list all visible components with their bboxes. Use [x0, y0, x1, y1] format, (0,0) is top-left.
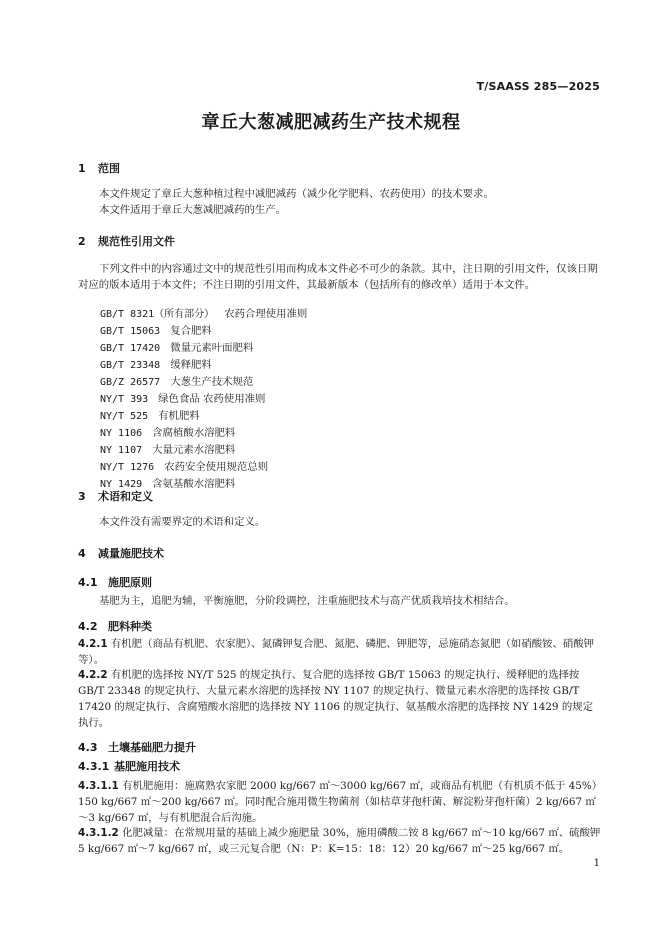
paragraph: 本文件适用于章丘大葱减肥减药的生产。 [99, 204, 287, 216]
reference-item: GB/T 17420 微量元素叶面肥料 [100, 342, 254, 354]
section-number: 4.3 [78, 741, 98, 754]
section-number: 3 [78, 490, 86, 503]
section-2-heading [78, 233, 175, 249]
reference-item: GB/T 15063 复合肥料 [100, 325, 212, 337]
paragraph: 基肥为主，追肥为辅，平衡施肥，分阶段调控，注重施肥技术与高产优质栽培技术相结合。 [99, 595, 515, 607]
paragraph: 本文件规定了章丘大葱种植过程中减肥减药（减少化学肥料、农药使用）的技术要求。 [99, 188, 494, 200]
reference-list [100, 306, 307, 493]
reference-item: NY 1106 含腐植酸水溶肥料 [100, 427, 236, 439]
standard-code: T/SAASS 285—2025 [476, 80, 600, 93]
section-number: 4 [78, 547, 86, 560]
clause-4-3-1-2: 4.3.1.2 化肥减量：在常规用量的基础上减少施肥量 30%，施用磷酸二铵 8 kg/667 ㎡～10 kg/667 ㎡、硫酸钾 5 kg/667 ㎡～7 kg/667 ㎡，或三元复合肥（N：P：K=15：18：12）20 kg/667 ㎡～25 kg/667 ㎡。 [78, 827, 601, 855]
reference-item: NY/T 393 绿色食品 农药使用准则 [100, 393, 266, 405]
reference-item: NY/T 525 有机肥料 [100, 410, 200, 422]
clause-4-2-2: 4.2.2 有机肥的选择按 NY/T 525 的规定执行、复合肥的选择按 GB/T 15063 的规定执行、缓释肥的选择按 GB/T 23348 的规定执行、大量元素水溶肥的选择按 NY 1107 的规定执行、微量元素水溶肥的选择按 GB/T 17420 的规定执行、含腐殖酸水溶肥的选择按 NY 1106 的规定执行、氨基酸水溶肥的选择按 NY 1429 的规定执行。 [78, 669, 594, 729]
section-title: 术语和定义 [98, 490, 153, 503]
clause-4-2-1: 4.2.1 有机肥（商品有机肥、农家肥）、氮磷钾复合肥、氮肥、磷肥、钾肥等，忌施硝态氮肥（如硝酸铵、硝酸钾等）。 [78, 638, 595, 666]
reference-item: GB/Z 26577 大葱生产技术规范 [100, 376, 254, 388]
paragraph: 本文件没有需要界定的术语和定义。 [99, 516, 266, 528]
clause-4-3-1-1: 4.3.1.1 有机肥施用：施腐熟农家肥 2000 kg/667 ㎡～3000 kg/667 ㎡，或商品有机肥（有机质不低于 45%）150 kg/667 ㎡～200 kg/667 ㎡。同时配合施用微生物菌剂（如枯草芽孢杆菌、解淀粉芽孢杆菌）2 kg/667 ㎡～3 kg/667 ㎡，与有机肥混合后沟施。 [78, 780, 597, 824]
section-title: 减量施肥技术 [98, 547, 164, 560]
reference-item: NY 1429 含氨基酸水溶肥料 [100, 478, 236, 490]
section-title: 规范性引用文件 [98, 235, 175, 248]
reference-item: GB/T 8321（所有部分） 农药合理使用准则 [100, 308, 308, 320]
document-title: 章丘大葱减肥减药生产技术规程 [201, 112, 461, 133]
section-4-1-heading [78, 574, 152, 590]
section-number: 4.2 [78, 620, 98, 633]
section-4-heading [78, 545, 164, 561]
section-3-heading [78, 488, 153, 504]
reference-item: GB/T 23348 缓释肥料 [100, 359, 212, 371]
section-1-heading [78, 160, 120, 176]
reference-item: NY 1107 大量元素水溶肥料 [100, 444, 236, 456]
section-title: 范围 [98, 162, 120, 175]
section-4-3-1-heading [78, 758, 180, 774]
section-number: 4.3.1 [78, 760, 110, 773]
section-4-2-heading [78, 618, 152, 634]
section-4-3-heading [78, 739, 196, 755]
section-title: 土壤基础肥力提升 [108, 741, 196, 754]
section-title: 基肥施用技术 [114, 760, 180, 773]
section-number: 2 [78, 235, 86, 248]
page-number: 1 [593, 858, 600, 869]
paragraph: 下列文件中的内容通过文中的规范性引用而构成本文件必不可少的条款。其中，注日期的引用文件，仅该日期对应的版本适用于本文件；不注日期的引用文件，其最新版本（包括所有的修改单）适用于本文件。 [78, 263, 598, 291]
reference-item: NY/T 1276 农药安全使用规范总则 [100, 461, 269, 473]
section-number: 4.1 [78, 576, 98, 589]
section-number: 1 [78, 162, 86, 175]
section-title: 施肥原则 [108, 576, 152, 589]
section-title: 肥料种类 [108, 620, 152, 633]
